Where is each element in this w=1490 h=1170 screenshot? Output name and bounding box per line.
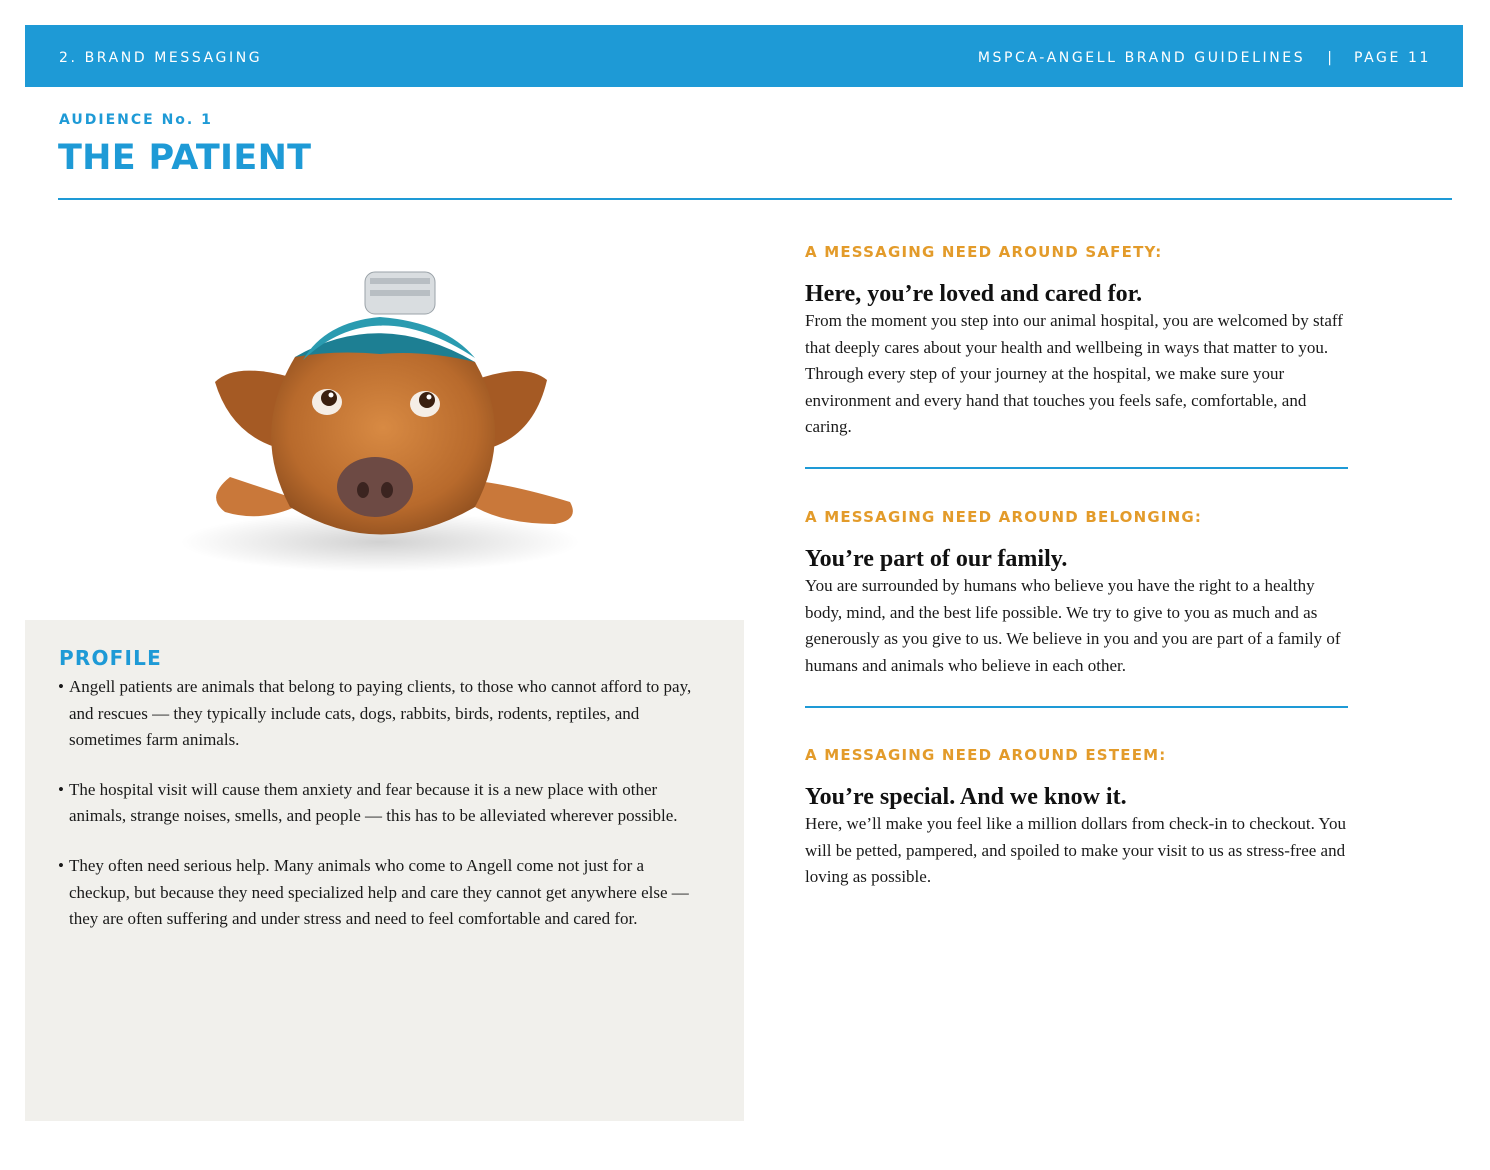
profile-item <box>58 853 698 933</box>
profile-item-text: Angell patients are animals that belong to paying clients, to those who cannot afford to pay, and rescues — they typically include cats, dogs, rabbits, birds, rodents, reptiles, and sometimes farm animals. <box>69 677 692 750</box>
profile-item <box>58 674 698 754</box>
messaging-body: Here, we’ll make you feel like a million dollars from check-in to checkout. You will be petted, pampered, and spoiled to make your visit to us as stress-free and loving as possible. <box>805 814 1347 887</box>
messaging-heading: You’re part of our family. <box>805 546 1068 572</box>
messaging-heading: You’re special. And we know it. <box>805 784 1127 810</box>
section-divider <box>805 706 1348 708</box>
section-label: 2. BRAND MESSAGING <box>59 50 263 66</box>
messaging-label: A MESSAGING NEED AROUND SAFETY: <box>805 243 1163 261</box>
messaging-belonging <box>805 508 1350 679</box>
messaging-label: A MESSAGING NEED AROUND ESTEEM: <box>805 746 1167 764</box>
section-divider <box>805 467 1348 469</box>
page-title: THE PATIENT <box>58 138 312 178</box>
profile-item <box>58 777 698 830</box>
audience-number: AUDIENCE No. 1 <box>59 112 213 128</box>
header-right <box>978 50 1431 66</box>
messaging-heading: Here, you’re loved and cared for. <box>805 281 1143 307</box>
profile-title: PROFILE <box>59 646 162 670</box>
profile-item-text: The hospital visit will cause them anxiety and fear because it is a new place with other animals, strange noises, smells, and people — this has to be alleviated wherever possible. <box>69 779 678 826</box>
header-bar <box>25 25 1463 87</box>
page-number: PAGE 11 <box>1353 50 1431 66</box>
profile-panel <box>25 620 744 1121</box>
messaging-safety <box>805 243 1350 441</box>
header-separator: | <box>1327 50 1332 66</box>
messaging-esteem <box>805 746 1350 891</box>
bullet-marker: • <box>58 779 64 799</box>
dog-with-ice-pack-photo <box>175 262 595 582</box>
messaging-body: From the moment you step into our animal hospital, you are welcomed by staff that deeply cares about your health and wellbeing in ways that matter to you. Through every step of your journey at the hospital, we make sure your environment and every hand that touches you feels safe, comfortable, and caring. <box>805 311 1343 437</box>
bullet-marker: • <box>58 855 64 875</box>
title-divider <box>58 198 1452 200</box>
messaging-body: You are surrounded by humans who believe you have the right to a healthy body, mind, and the best life possible. We try to give to you as much and as generously as you give to us. We believe in you and you are part of a family of humans and animals who believe in each other. <box>805 576 1341 675</box>
profile-list <box>58 674 698 956</box>
messaging-label: A MESSAGING NEED AROUND BELONGING: <box>805 508 1203 526</box>
bullet-marker: • <box>58 677 64 696</box>
document-title: MSPCA-ANGELL BRAND GUIDELINES <box>977 50 1306 66</box>
profile-item-text: They often need serious help. Many animals who come to Angell come not just for a checkup, but because they need specialized help and care they cannot get anywhere else — they are often suffering and under stress and need to feel comfortable and cared for. <box>69 855 689 929</box>
